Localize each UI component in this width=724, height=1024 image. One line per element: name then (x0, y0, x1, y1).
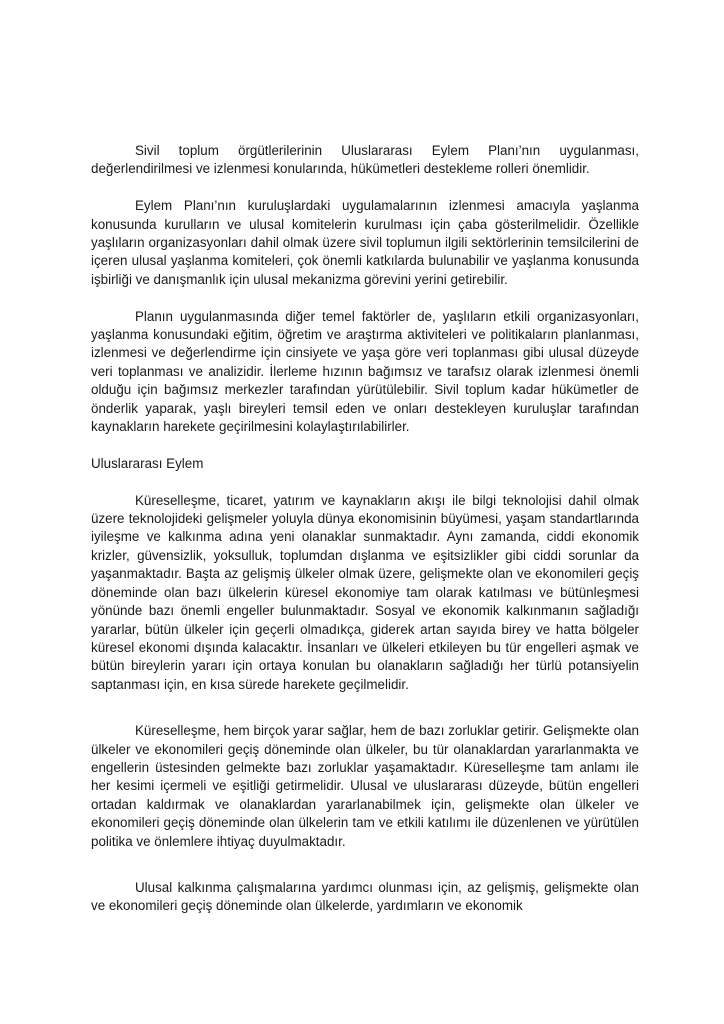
document-page (91, 142, 639, 934)
paragraph-monitoring-committees: Eylem Planı’nın kuruluşlardaki uygulamalarının izlenmesi amacıyla yaşlanma konusunda kurulların ve ulusal komitelerin kurulması için çaba gösterilmelidir. Özellikle yaşlıların organizasyonları dahil olmak üzere sivil toplumun ilgili sektörlerinin temsilcilerini de içeren ulusal yaşlanma komiteleri, çok önemli katkılarda bulunabilir ve yaşlanma konusunda işbirliği ve danışmanlık için ulusal mekanizma görevini yerini getirebilir. (91, 198, 639, 287)
paragraph-globalization-challenges: Küreselleşme, hem birçok yarar sağlar, hem de bazı zorluklar getirir. Gelişmekte olan ülkeler ve ekonomileri geçiş döneminde olan ülkeler, bu tür olanaklardan yararlanmakta ve engellerin üstesinden gelmekte bazı zorluklar yaşamaktadır. Küreselleşme tam anlamı ile her kesimi içermeli ve eşitliği getirmelidir. Ulusal ve uluslararası düzeyde, bütün engelleri ortadan kaldırmak ve olanaklardan yararlanabilmek için, gelişmekte olan ülkeler ve ekonomileri geçiş döneminde olan ülkelerin tam ve etkili katılımı ile düzenlenen ve yürütülen politika ve önlemlere ihtiyaç duyulmaktadır. (91, 723, 639, 849)
section-heading: Uluslararası Eylem (91, 455, 204, 471)
paragraph-ngo-role: Sivil toplum örgütlerilerinin Uluslararası Eylem Planı’nın uygulanması, değerlendirilmesi ve izlenmesi konularında, hükümetleri destekleme rolleri önemlidir. (91, 143, 639, 177)
paragraph-globalization-opportunities: Küreselleşme, ticaret, yatırım ve kaynakların akışı ile bilgi teknolojisi dahil olmak üzere teknolojideki gelişmeler yoluyla dünya ekonomisinin büyümesi, yaşam standartlarında iyileşme ve kalkınma adına yeni olanaklar sunmaktadır. Aynı zamanda, ciddi ekonomik krizler, güvensizlik, yoksulluk, toplumdan dışlanma ve eşitsizlikler gibi ciddi sorunlar da yaşanmaktadır. Başta az gelişmiş ülkeler olmak üzere, gelişmekte olan ve ekonomileri geçiş döneminde olan bazı ülkelerin küresel ekonomiye tam olarak katılması ve bütünleşmesi yönünde bazı önemli engeller bulunmaktadır. Sosyal ve ekonomik kalkınmanın sağladığı yararlar, bütün ülkeler için geçerli olmadıkça, giderek artan sayıda birey ve hatta bölgeler küresel ekonomi dışında kalacaktır. İnsanları ve ülkeleri etkileyen bu tür engelleri aşmak ve bütün bireylerin yararı için ortaya konulan bu olanakların sağladığı her türlü potansiyelin saptanması için, en kısa sürede harekete geçilmelidir. (91, 492, 639, 692)
paragraph-implementation-factors: Planın uygulanmasında diğer temel faktörler de, yaşlıların etkili organizasyonları, yaşlanma konusundaki eğitim, öğretim ve araştırma aktiviteleri ve politikaların planlanması, izlenmesi ve değerlendirme için cinsiyete ve yaşa göre veri toplanması gibi ulusal düzeyde veri toplanması ve analizidir. İlerleme hızının bağımsız ve tarafsız olarak izlenmesi önemli olduğu için bağımsız merkezler tarafından yürütülebilir. Sivil toplum kadar hükümetler de önderlik yaparak, yaşlı bireyleri temsil eden ve onları destekleyen kuruluşlar tarafından kaynakların harekete geçirilmesini kolaylaştırılabilirler. (91, 308, 639, 435)
paragraph-national-development: Ulusal kalkınma çalışmalarına yardımcı olunması için, az gelişmiş, gelişmekte olan ve ekonomileri geçiş döneminde olan ülkelerde, yardımların ve ekonomik (91, 879, 639, 914)
